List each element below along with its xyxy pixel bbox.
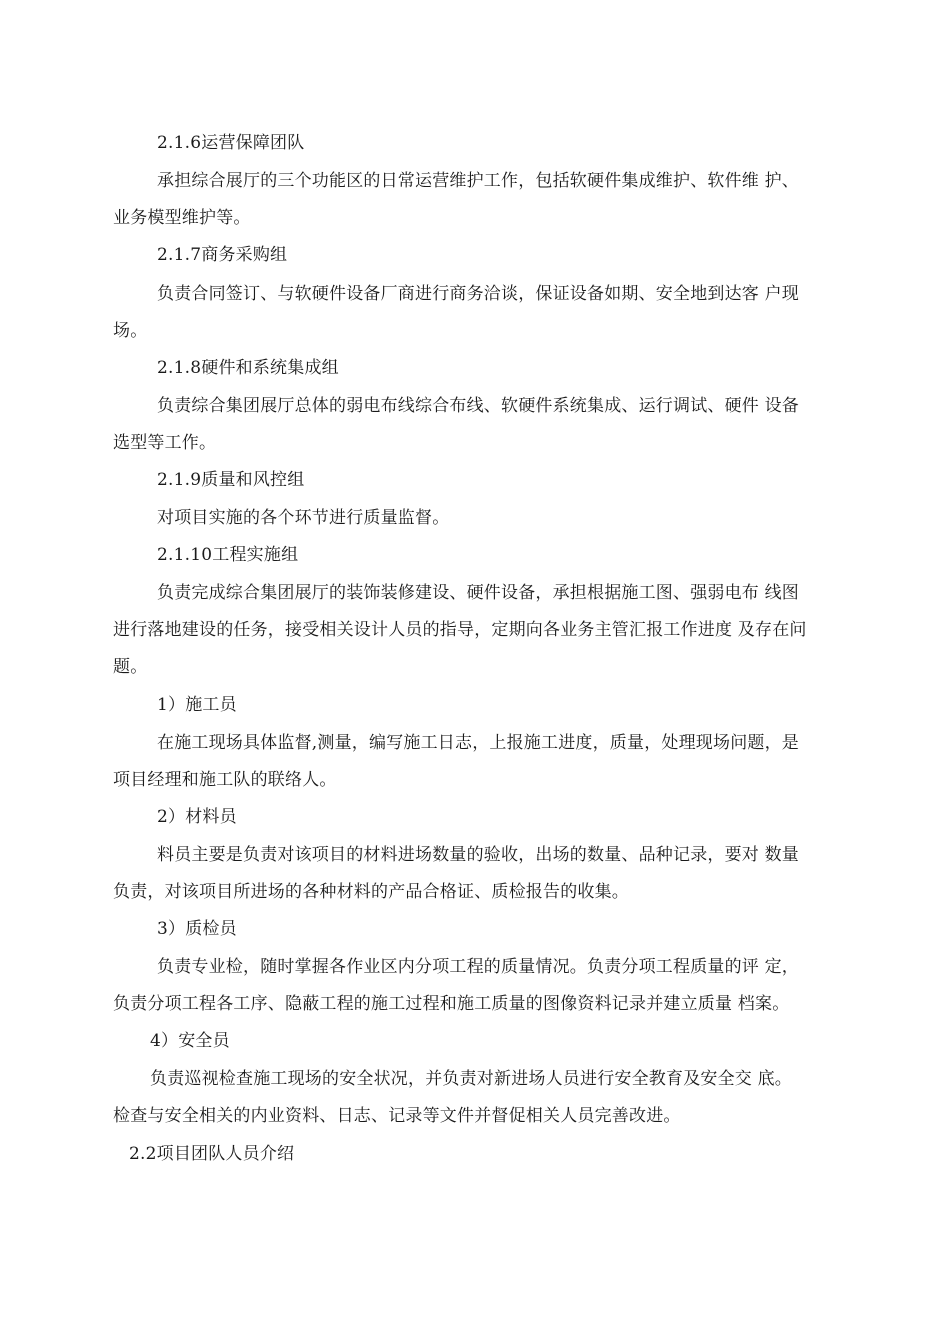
section-heading-2-2: 2.2项目团队人员介绍 [129,1144,295,1164]
paragraph-line: 负责完成综合集团展厅的装饰装修建设、硬件设备，承担根据施工图、强弱电布 线图 [157,583,800,603]
paragraph-line: 负责专业检，随时掌握各作业区内分项工程的质量情况。负责分项工程质量的评 定， [157,957,800,977]
paragraph-line: 负责巡视检查施工现场的安全状况，并负责对新进场人员进行安全教育及安全交 底。 [150,1069,793,1089]
paragraph-line: 业务模型维护等。 [113,208,251,228]
paragraph-line: 承担综合展厅的三个功能区的日常运营维护工作，包括软硬件集成维护、软件维 护、 [157,171,800,191]
paragraph-line: 题。 [113,657,148,677]
paragraph-line: 料员主要是负责对该项目的材料进场数量的验收，出场的数量、品种记录，要对 数量 [157,845,800,865]
section-heading-2-1-6: 2.1.6运营保障团队 [157,133,305,153]
paragraph-line: 对项目实施的各个环节进行质量监督。 [157,508,450,528]
paragraph-line: 负责综合集团展厅总体的弱电布线综合布线、软硬件系统集成、运行调试、硬件 设备 [157,396,800,416]
paragraph-line: 选型等工作。 [113,433,217,453]
paragraph-line: 负责合同签订、与软硬件设备厂商进行商务洽谈，保证设备如期、安全地到达客 户现 [157,284,800,304]
paragraph-line: 负责分项工程各工序、隐蔽工程的施工过程和施工质量的图像资料记录并建立质量 档案。 [113,994,790,1014]
paragraph-line: 项目经理和施工队的联络人。 [113,770,337,790]
section-heading-2-1-9: 2.1.9质量和风控组 [157,470,305,490]
paragraph-line: 负责，对该项目所进场的各种材料的产品合格证、质检报告的收集。 [113,882,629,902]
paragraph-line: 检查与安全相关的内业资料、日志、记录等文件并督促相关人员完善改进。 [113,1106,681,1126]
paragraph-line: 场。 [113,321,148,341]
section-heading-2-1-7: 2.1.7商务采购组 [157,245,288,265]
section-heading-2-1-8: 2.1.8硬件和系统集成组 [157,358,339,378]
paragraph-line: 进行落地建设的任务，接受相关设计人员的指导，定期向各业务主管汇报工作进度 及存在问 [113,620,807,640]
subsection-heading-quality-inspector: 3）质检员 [157,919,237,939]
subsection-heading-construction-worker: 1）施工员 [157,695,237,715]
section-heading-2-1-10: 2.1.10工程实施组 [157,545,299,565]
subsection-heading-materials-officer: 2）材料员 [157,807,237,827]
paragraph-line: 在施工现场具体监督,测量，编写施工日志，上报施工进度，质量，处理现场问题，是 [157,733,800,753]
subsection-heading-safety-officer: 4）安全员 [150,1031,230,1051]
